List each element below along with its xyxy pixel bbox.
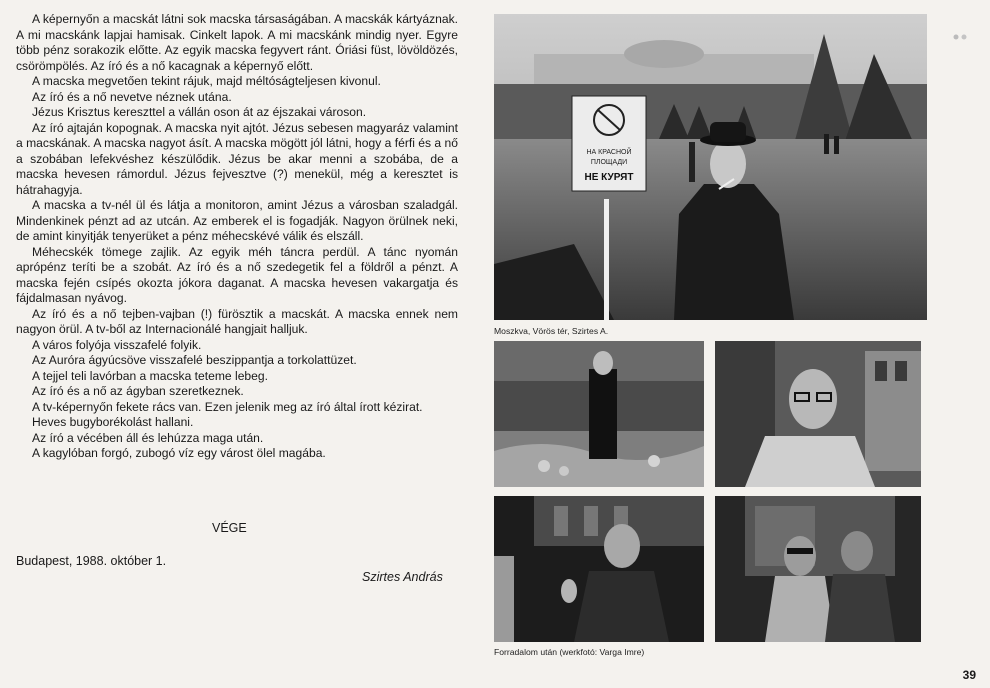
photo-market-stall — [494, 341, 704, 487]
sign-text-line3: НЕ КУРЯТ — [584, 172, 634, 183]
paragraph: A tv-képernyőn fekete rács van. Ezen jelenik meg az író által írott kézirat. — [32, 399, 423, 414]
paragraph: Méhecskék tömege zajlik. Az egyik méh táncra perdül. A tánc nyomán aprópénz teríti be a szobát. Az író és a nő szedegetik fel a földről a pénzt. A macska fején csípés okozta jókora daganat. A macska hevesen vakargatja és fájdalmasan nyávog. — [16, 244, 458, 305]
paragraph: Jézus Krisztus kereszttel a vállán oson át az éjszakai városon. — [32, 105, 367, 119]
paper-smudge — [952, 28, 968, 36]
paragraph: A macska a tv-nél ül és látja a monitoron, amint Jézus a városban szaladgál. Mindenkinek pénzt ad az utcán. Az emberek el is fogadják. Nagyon örülnek neki, de amint kinyitják tenyerüket a pénz méhecskévé válik és elszáll. — [16, 198, 458, 243]
paragraph: Az Auróra ágyúcsöve visszafelé beszippantja a torkolattüzet. — [32, 353, 357, 367]
paragraph: Az író a vécében áll és lehúzza maga után. — [32, 430, 264, 445]
photo-illustration — [715, 496, 921, 642]
photo-illustration — [494, 496, 704, 642]
main-photo-red-square — [494, 14, 927, 320]
end-label: VÉGE — [212, 521, 247, 535]
paragraph: A képernyőn a macskát látni sok macska társaságában. A macskák kártyáznak. A mi macskánk lapjai hamisak. Cinkelt lapok. A mi macskánk mindig nyer. Egyre több pénz sorakozik előtte. Az egyik macska fegyvert ránt. Óriási füst, lövöldözés, csörömpölés. Az író és a nő kacagnak a képernyő előtt. — [16, 12, 458, 73]
photo-illustration — [494, 341, 704, 487]
paragraph: Az író és a nő tejben-vajban (!) fürösztik a macskát. A macska ennek nem nagyon örül. A tv-ből az Internacionálé hangjait halljuk. — [16, 306, 458, 336]
paragraph: Az író és a nő az ágyban szeretkeznek. — [32, 384, 244, 398]
photo-two-men — [715, 496, 921, 642]
paragraph: Heves bugyborékolást hallani. — [32, 415, 194, 429]
paragraph: A tejjel teli lavórban a macska teteme lebeg. — [32, 368, 268, 383]
main-photo-caption: Moszkva, Vörös tér, Szirtes A. — [494, 326, 609, 336]
photo-illustration — [715, 341, 921, 487]
sign-text-line2: ПЛОЩАДИ — [590, 159, 628, 166]
photo-grid-caption: Forradalom után (werkfotó: Varga Imre) — [494, 647, 645, 657]
photo-man-at-night — [494, 496, 704, 642]
paragraph: A város folyója visszafelé folyik. — [32, 337, 202, 352]
paragraph: Az író és a nő nevetve néznek utána. — [32, 89, 232, 104]
page-number: 39 — [962, 668, 976, 682]
photo-man-with-glasses — [715, 341, 921, 487]
paragraph: Az író ajtaján kopognak. A macska nyit ajtót. Jézus sebesen magyaráz valamint a macskának. A macska nagyot ásít. A macska mögött jól látni, hogy a férfi és a nő a szobában lefekvéshez készülődik. Jézus be akar menni a szobába, de a macska hevesen rámordul. Jézus fejvesztve (?) menekül, még a keresztet is hátrahagyja. — [16, 120, 458, 197]
paragraph: A kagylóban forgó, zubogó víz egy várost ölel magába. — [32, 446, 326, 460]
story-text — [16, 12, 458, 462]
author-signature: Szirtes András — [362, 570, 443, 584]
sign-text-line1: НА КРАСНОЙ — [586, 149, 632, 156]
paragraph: A macska megvetően tekint rájuk, majd méltóságteljesen kivonul. — [32, 74, 381, 88]
dateline: Budapest, 1988. október 1. — [16, 554, 167, 568]
photo-illustration — [494, 14, 927, 320]
